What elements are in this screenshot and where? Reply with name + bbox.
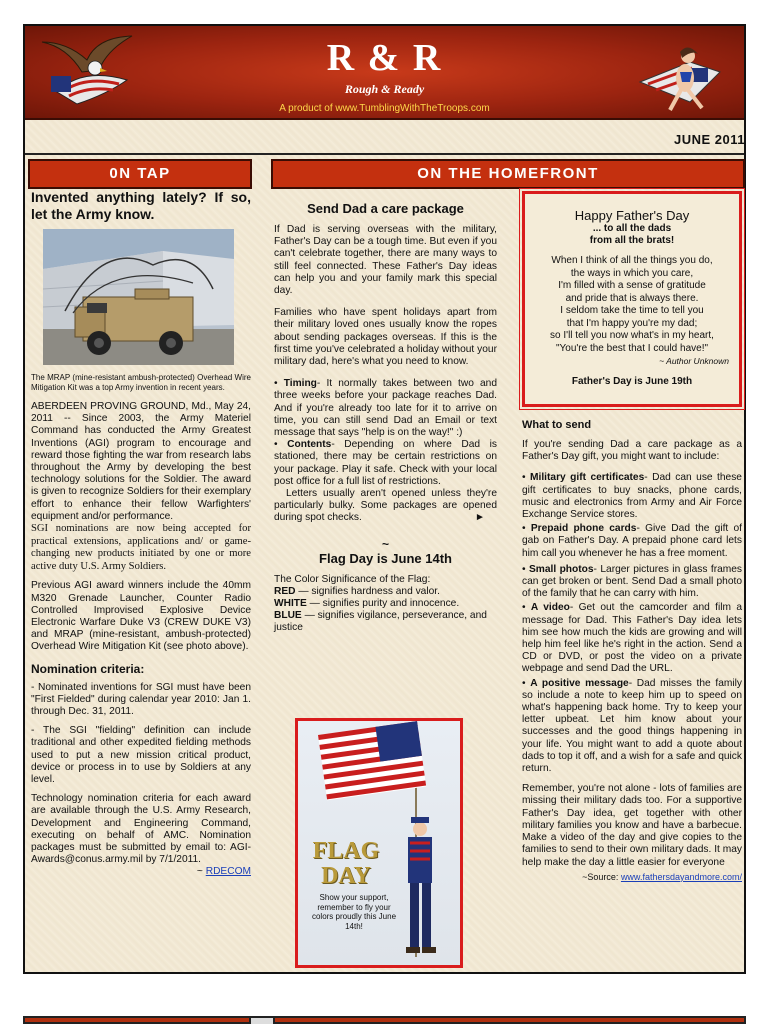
right-column [522, 191, 742, 883]
bullet-icon: • [274, 378, 284, 390]
red-text: — signifies hardness and valor. [295, 585, 440, 597]
product-line: A product of www.TumblingWithTheTroops.com [279, 103, 490, 114]
next-page-left-bar [23, 1016, 251, 1024]
what-to-send-heading: What to send [522, 419, 592, 431]
send-item-label: A video [530, 602, 570, 614]
flag-day-poster-note: Show your support, remember to fly your colors proudly this June 14th! [311, 893, 397, 931]
send-item-video [522, 602, 742, 675]
flag-white-line [274, 598, 497, 610]
bullet-icon: • [522, 523, 531, 535]
right-source [522, 871, 742, 883]
agi-intro-paragraph: ABERDEEN PROVING GROUND, Md., May 24, 2011 -- Since 2003, the Army Materiel Command has conducted the Army Greatest Inventions (AGI) program to encourage and reward those fighting the war from research labs throughout the Army by developing the best technology solutions for the Soldier. The award is given to recognize Soldiers for their exemplary effort to enhance their fellow Warfighters' equipment and/or performance. [31, 401, 251, 522]
poem-author: ~ Author Unknown [659, 356, 729, 366]
red-label: RED [274, 585, 296, 597]
what-to-send-body [522, 439, 742, 883]
contents-item [274, 439, 497, 488]
poem-line: When I think of all the things you do, [551, 255, 713, 266]
fathersday-source-link[interactable]: www.fathersdayandmore.com/ [620, 871, 742, 882]
what-to-send-intro: If you're sending Dad a care package as a Father's Day gift, you might want to include: [522, 439, 742, 463]
poster-word-day: DAY [321, 863, 371, 889]
send-item-label: Prepaid phone cards [530, 523, 637, 535]
flag-blue-line [274, 610, 497, 634]
newsletter-subtitle: Rough & Ready [344, 82, 425, 96]
bullet-icon: • [522, 472, 531, 484]
fathers-day-date: Father's Day is June 19th [571, 376, 693, 387]
poem-line: I seldom take the time to tell you [560, 305, 704, 316]
poem-line: the ways in which you care, [570, 267, 694, 279]
pinup-girl-flag-icon [630, 32, 730, 116]
left-source-prefix: ~ [196, 866, 203, 878]
send-item-text: - Give Dad the gift of gab on Father's Day. A prepaid phone card lets him call you whenever he has a free moment. [522, 523, 742, 559]
flag-day-poster-title [306, 839, 386, 889]
poem-line: so I'll tell you now what's in my heart, [550, 330, 714, 341]
left-column [31, 189, 251, 879]
contents-label: Contents [287, 439, 332, 451]
care-package-intro: If Dad is serving overseas with the military, Father's Day can be a tough time. But even if you can't celebrate together, there are many ways to still feel connected. These Father's Day ideas can help you and your family mark this special day. [274, 224, 497, 297]
send-item-label: Military gift certificates [530, 472, 645, 484]
white-label: WHITE [274, 598, 307, 610]
mrap-photo [43, 229, 234, 365]
timing-text: - It normally takes between two and three weeks before your package reaches Dad. And if you're already too late for it to arrive on time, you can still send Dad an Email or text message that says "help is on the way!" :) [274, 378, 497, 439]
flag-day-poster [295, 718, 463, 968]
care-package-heading: Send Dad a care package [307, 201, 464, 216]
flag-red-line [274, 586, 497, 598]
send-item-text: - Dad can use these gift certificates to buy snacks, phone cards, music and electronics from Army and Air Force Exchange Service stores. [522, 472, 742, 521]
section-bar-homefront: ON THE HOMEFRONT [271, 159, 745, 189]
send-item-phone-cards [522, 523, 742, 560]
letters-text: Letters usually aren't opened unless they're particularly bulky. Some packages are opened during spot checks. [274, 488, 497, 524]
closing-paragraph: Remember, you're not alone - lots of families are missing their military dads too. For a supportive Father's Day idea, get together with other military families you know and have a barbecue. Make a video of the day and give copies to the families to send to their own military dads. It may help make the day a little easier for everyone [522, 783, 742, 868]
nomination-criteria-body [31, 681, 251, 878]
nomination-packages-text: Technology nomination criteria for each award are available through the U.S. Army Research, Development and Engineering Command, executing on behalf of AMC. Nomination packages must be submitted by email to: AGI-Awards@conus.army.mil by 7/1/2011. [31, 793, 251, 866]
mrap-photo-caption: The MRAP (mine-resistant ambush-protected) Overhead Wire Mitigation Kit was a top Army invention in recent years. [31, 373, 251, 392]
fathers-day-box [522, 191, 742, 407]
send-item-text: - Get out the camcorder and film a message for Dad. This Father's Day idea lets him see how much the kids are growing and will help him feel like he's right in the action. Send a CD or DVD, or post the video on a private webpage and send Dad the URL. [522, 602, 742, 675]
send-item-gift-certificates [522, 472, 742, 521]
criteria-first-fielded: - Nominated inventions for SGI must have been "First Fielded" during calendar year 2010: Jan 1. through Dec. 31, 2011. [31, 681, 251, 718]
rdecom-link[interactable]: RDECOM [205, 866, 251, 878]
issue-date: JUNE 2011 [674, 132, 745, 147]
send-item-text: - Dad misses the family so include a note to keep him up to speed on what's happening back home. Try to keep your letter upbeat. Let him know about your successes and the good things happening in your life. You might want to add a quote about dads to top it off, and a wish for a safe and quick return. [522, 677, 742, 775]
poster-word-flag: FLAG [312, 838, 380, 864]
middle-column [274, 201, 497, 635]
blue-text: — signifies vigilance, perseverance, and justice [274, 610, 487, 634]
section-separator: ~ [381, 536, 389, 551]
nomination-criteria-heading: Nomination criteria: [31, 661, 145, 676]
right-source-prefix: ~Source: [582, 871, 619, 882]
care-package-body [274, 224, 497, 525]
masthead [25, 26, 744, 120]
bullet-icon: • [522, 677, 531, 689]
fathers-day-sub1: ... to all the dads [592, 223, 672, 234]
blue-label: BLUE [274, 610, 302, 622]
fathers-day-poem [525, 255, 739, 355]
next-page-right-bar [273, 1016, 746, 1024]
newsletter-title: R & R [326, 37, 443, 79]
criteria-fielding-definition: - The SGI "fielding" definition can include traditional and other expedited fielding methods used to put a new mission critical product, device or process in to use by Soldiers at any level. [31, 725, 251, 786]
send-item-small-photos [522, 564, 742, 601]
nomination-packages-paragraph [31, 793, 251, 878]
send-item-label: A positive message [530, 677, 629, 689]
flag-colors-body [274, 574, 497, 635]
previous-winners-paragraph: Previous AGI award winners include the 40mm M320 Grenade Launcher, Counter Radio Controlled Improvised Explosive Device Electronic Warfare Duke V3 (CREW DUKE V3) and MRAP (mine-resistant, ambush-protected) Overhead Wire Mitigation Kit (see photo above). [31, 580, 251, 653]
timing-item [274, 378, 497, 439]
send-item-text: - Larger pictures in glass frames can get broken or bent. Send Dad a small photo of the family that he can carry with him. [522, 563, 742, 600]
timing-label: Timing [283, 378, 317, 390]
section-bar-on-tap: 0N TAP [28, 159, 252, 189]
poem-line: that I'm happy you're my dad; [566, 317, 698, 329]
next-page-gap [251, 1016, 273, 1024]
contents-text: - Depending on where Dad is stationed, there may be certain restrictions on your package. Play it safe. Check with your local post office for a full list of restrictions. [274, 439, 497, 487]
send-item-positive-message [522, 678, 742, 776]
header-divider [25, 153, 744, 155]
left-body [31, 401, 251, 654]
poem-line: "You're the best that I could have!" [555, 342, 709, 354]
left-source [197, 866, 251, 878]
care-package-families: Families who have spent holidays apart from their military loved ones usually know the ropes about sending packages overseas. If this is the first time you've celebrated a holiday without your military dad, here's what you need to know. [274, 307, 497, 368]
bullet-icon: • [274, 439, 288, 451]
white-text: — signifies purity and innocence. [306, 598, 460, 610]
fathers-day-title: Happy Father's Day [574, 208, 690, 223]
poem-line: and pride that is always there. [565, 292, 699, 304]
fathers-day-sub2: from all the brats! [589, 235, 675, 246]
newsletter-page [23, 24, 746, 974]
left-headline: Invented anything lately? If so, let the Army know. [31, 189, 251, 222]
letters-paragraph [274, 488, 497, 525]
next-page-edge [23, 1016, 746, 1024]
bullet-icon: • [522, 563, 529, 575]
send-item-label: Small photos [528, 563, 594, 575]
continue-arrow-icon: ► [474, 512, 485, 524]
flag-day-heading: Flag Day is June 14th [319, 550, 452, 566]
bullet-icon: • [522, 602, 531, 614]
sgi-nominations-paragraph: SGI nominations are now being accepted for practical extensions, applications and/ or game-changing new products initiated by one or more active duty U.S. Army Soldiers. [31, 523, 251, 572]
flag-colors-intro: The Color Significance of the Flag: [274, 573, 431, 585]
poem-line: I'm filled with a sense of gratitude [558, 280, 706, 291]
